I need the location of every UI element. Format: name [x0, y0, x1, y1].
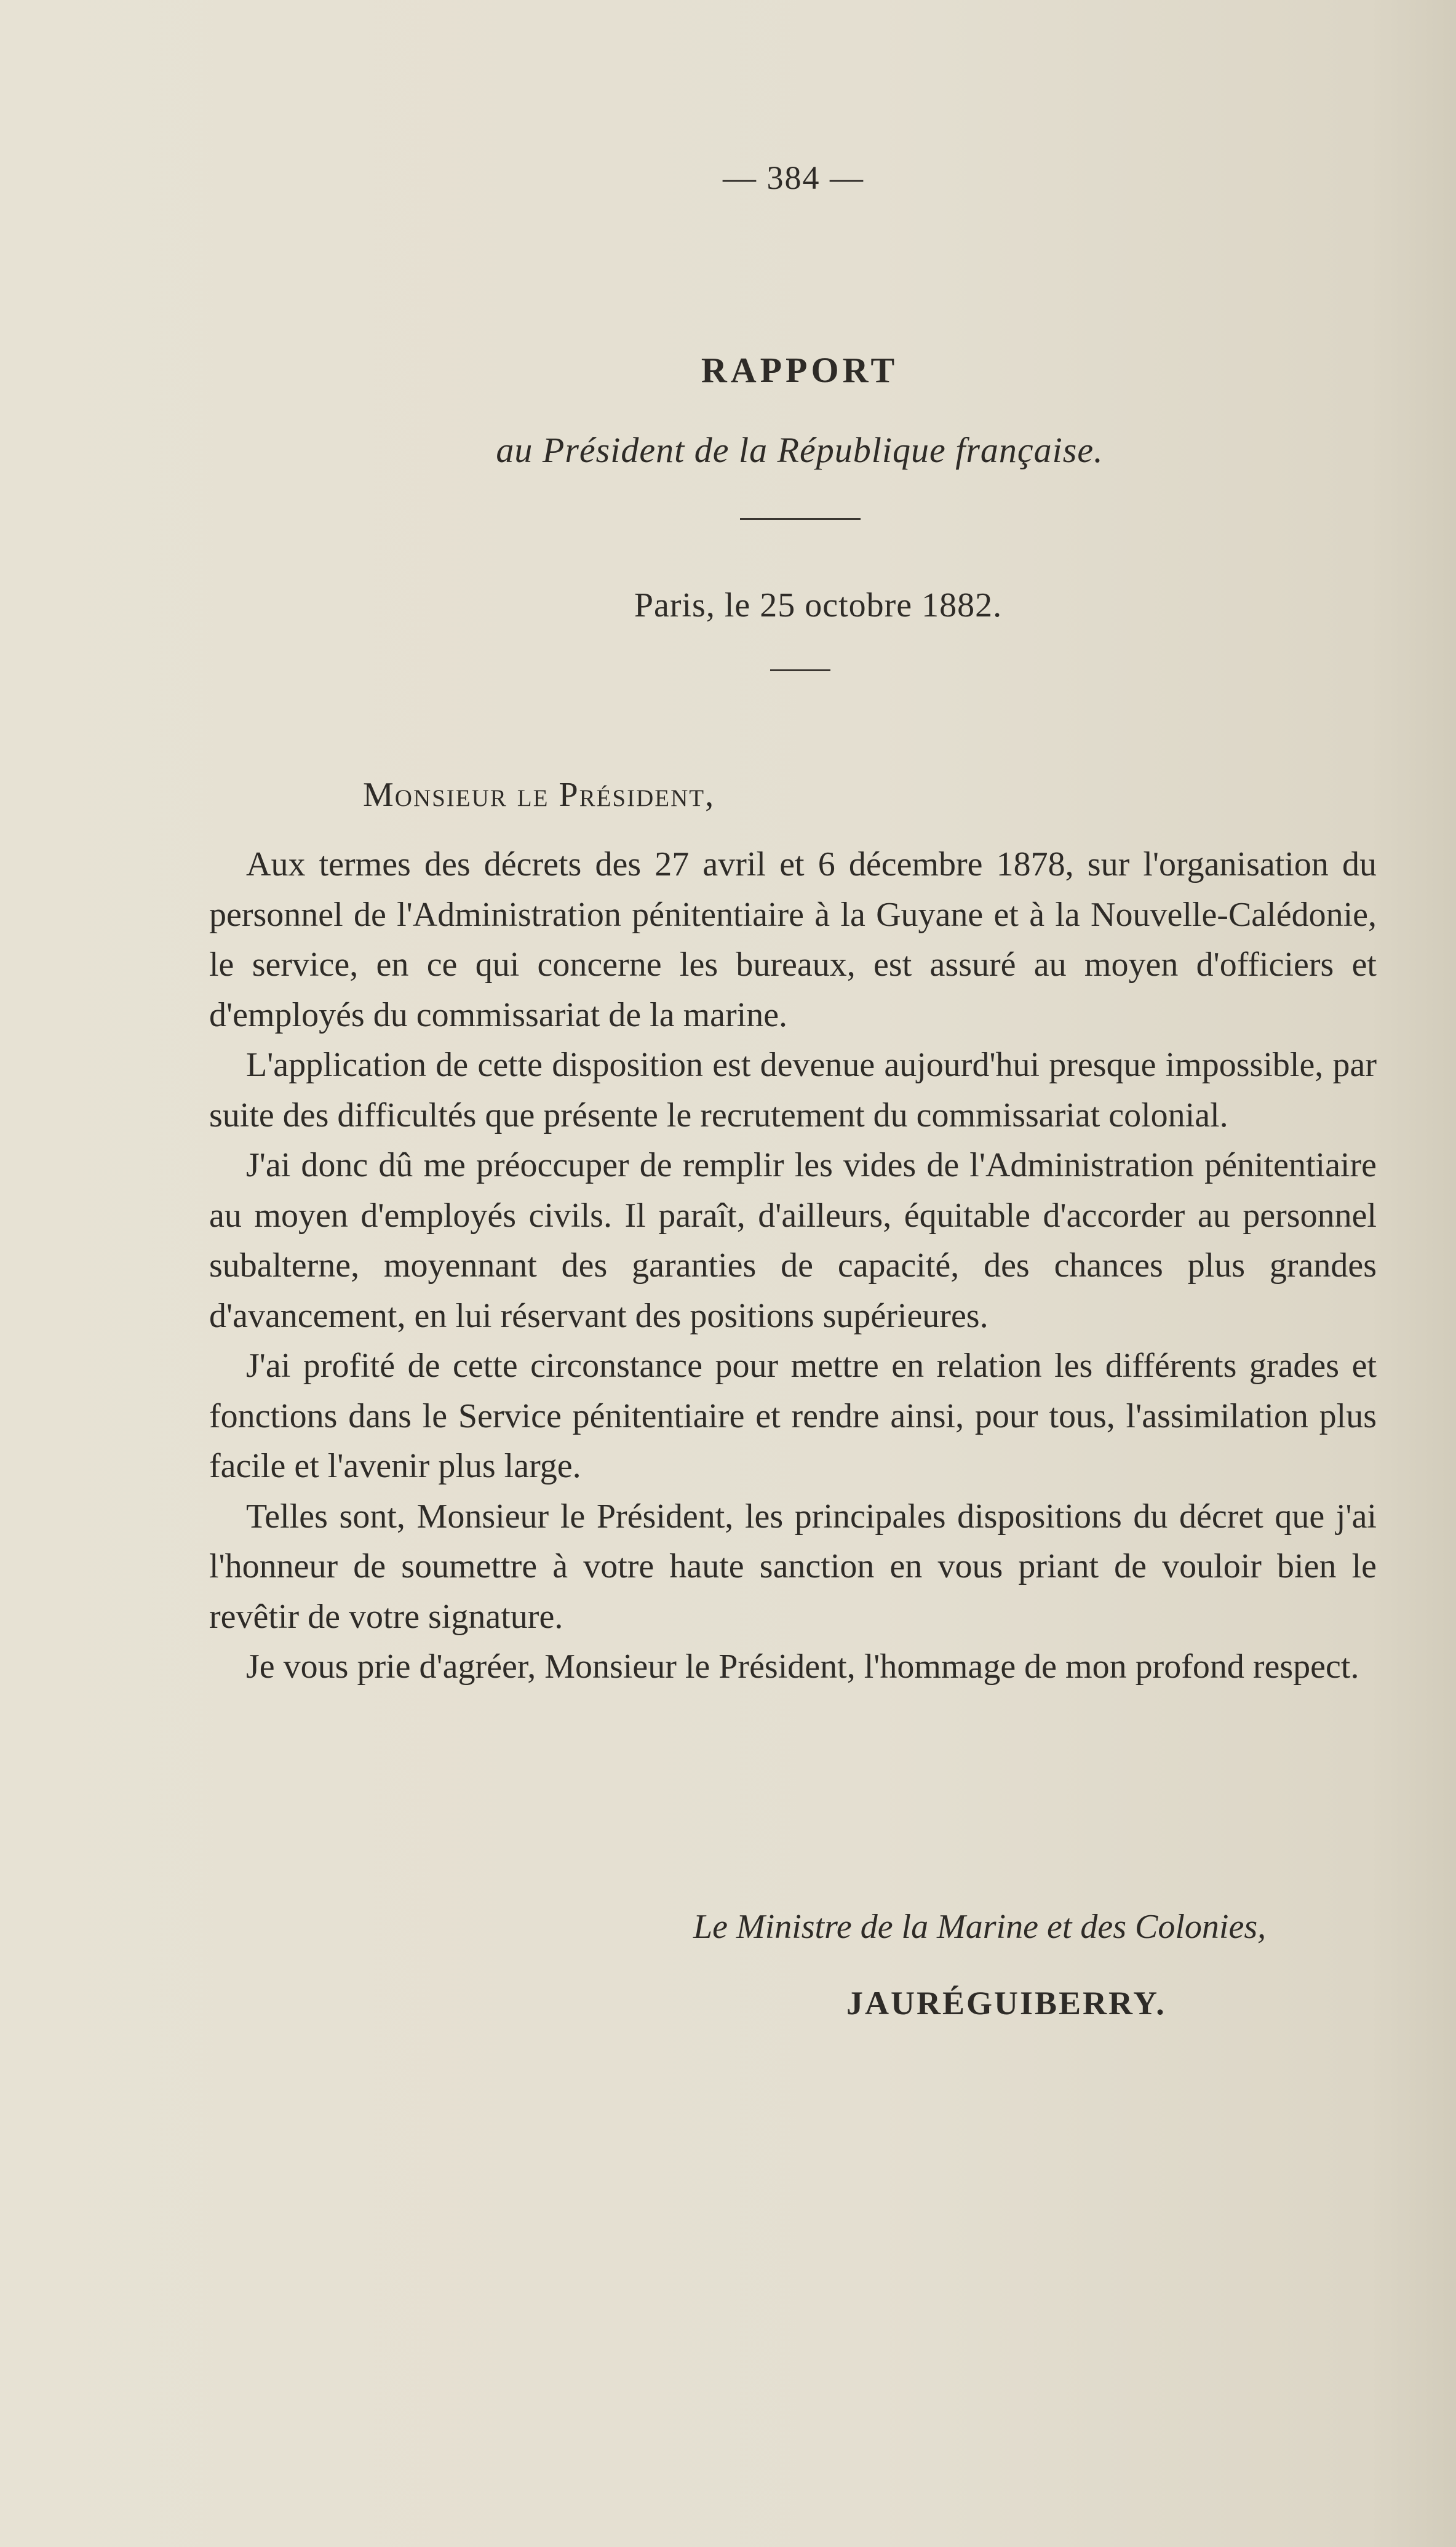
title-divider: [740, 518, 861, 520]
dateline: Paris, le 25 octobre 1882.: [634, 586, 1003, 624]
date-divider: [770, 669, 830, 671]
letter-body: [209, 840, 1377, 1692]
paragraph: L'application de cette disposition est devenue aujourd'hui presque impossible, par suite des difficultés que présente le recrutement du commissariat colonial.: [209, 1046, 1377, 1134]
paragraph: Aux termes des décrets des 27 avril et 6 décembre 1878, sur l'organisation du personnel de l'Administration pénitentiaire à la Guyane et à la Nouvelle-Calédonie, le service, en ce qui concerne les bureaux, est assuré au moyen d'officiers et d'employés du commissariat de la marine.: [209, 845, 1377, 1034]
page-number: — 384 —: [723, 159, 864, 196]
salutation: Monsieur le Président,: [363, 776, 715, 814]
paragraph: Telles sont, Monsieur le Président, les principales dispositions du décret que j'ai l'honneur de soumettre à votre haute sanction en vous priant de vouloir bien le revêtir de votre signature.: [209, 1497, 1377, 1636]
report-title: RAPPORT: [701, 350, 899, 390]
paragraph: J'ai donc dû me préoccuper de remplir les vides de l'Administration pénitentiaire au moyen d'employés civils. Il paraît, d'ailleurs, équitable d'accorder au personnel subalterne, moyennant des garanties de capacité, des chances plus grandes d'avancement, en lui réservant des positions supérieures.: [209, 1146, 1377, 1335]
report-subtitle: au Président de la République française.: [496, 430, 1104, 470]
paragraph: J'ai profité de cette circonstance pour mettre en relation les différents grades et fonctions dans le Service pénitentiaire et rendre ainsi, pour tous, l'assimilation plus facile et l'avenir plus large.: [209, 1347, 1377, 1485]
paragraph: Je vous prie d'agréer, Monsieur le Président, l'hommage de mon profond respect.: [246, 1648, 1359, 1686]
signature-name: JAURÉGUIBERRY.: [846, 1985, 1166, 2022]
signature-role: Le Ministre de la Marine et des Colonies,: [693, 1908, 1267, 1946]
